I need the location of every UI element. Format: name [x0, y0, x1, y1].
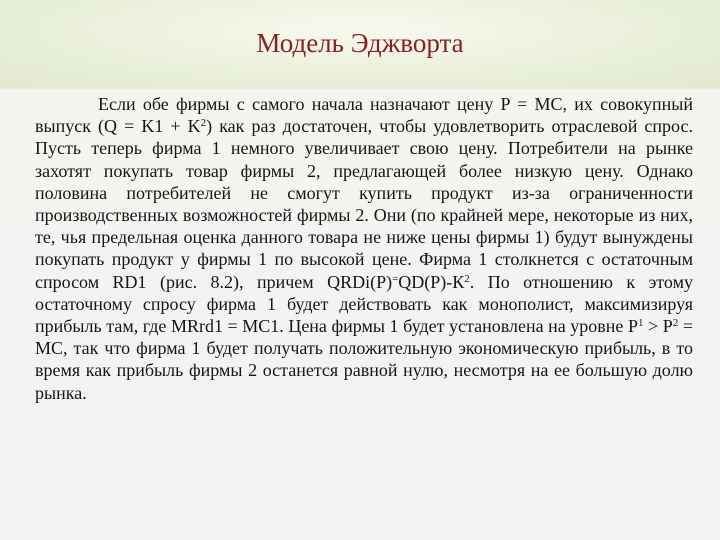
- slide-title: Модель Эджворта: [256, 28, 464, 58]
- superscript: 2: [200, 117, 207, 130]
- text-segment: . По отношению к этому остаточному спросу фирма 1 будет действовать как монополист, максимизируя прибыль там, где MRrd1 = MC1. Цена фирмы 1 будет установлена на уровне P: [35, 271, 693, 337]
- title-band: [0, 0, 720, 89]
- superscript: 2: [672, 317, 679, 330]
- superscript: 1: [638, 317, 644, 330]
- text-segment: QD(P)-К: [398, 271, 465, 292]
- text-segment: Если обе фирмы с самого начала назначают цену P = MC, их совокупный выпуск (Q = K1 + K: [35, 94, 693, 137]
- text-segment: > P: [643, 316, 673, 337]
- text-segment: = MC, так что фирма 1 будет получать положительную экономическую прибыль, в то время как прибыль фирмы 2 останется равной нулю, несмотря на ее большую долю рынка.: [35, 316, 693, 403]
- text-segment: ) как раз достаточен, чтобы удовлетворить отраслевой спрос. Пусть теперь фирма 1 немного увеличивает свою цену. Потребители на рынке захотят покупать товар фирмы 2, предлагающей более низкую цену. Однако половина потребителей не смогут купить продукт из-за ограниченности производственных возможностей фирмы 2. Они (по крайней мере, некоторые из них, те, чья предельная оценка данного товара не ниже цены фирмы 1) будут вынуждены покупать продукт у фирмы 1 по высокой цене. Фирма 1 столкнется с остаточным спросом RD1 (рис. 8.2), причем QRDi(P): [35, 116, 693, 292]
- superscript: 2: [464, 272, 470, 285]
- body-paragraph: [35, 93, 693, 404]
- superscript: =: [392, 272, 399, 285]
